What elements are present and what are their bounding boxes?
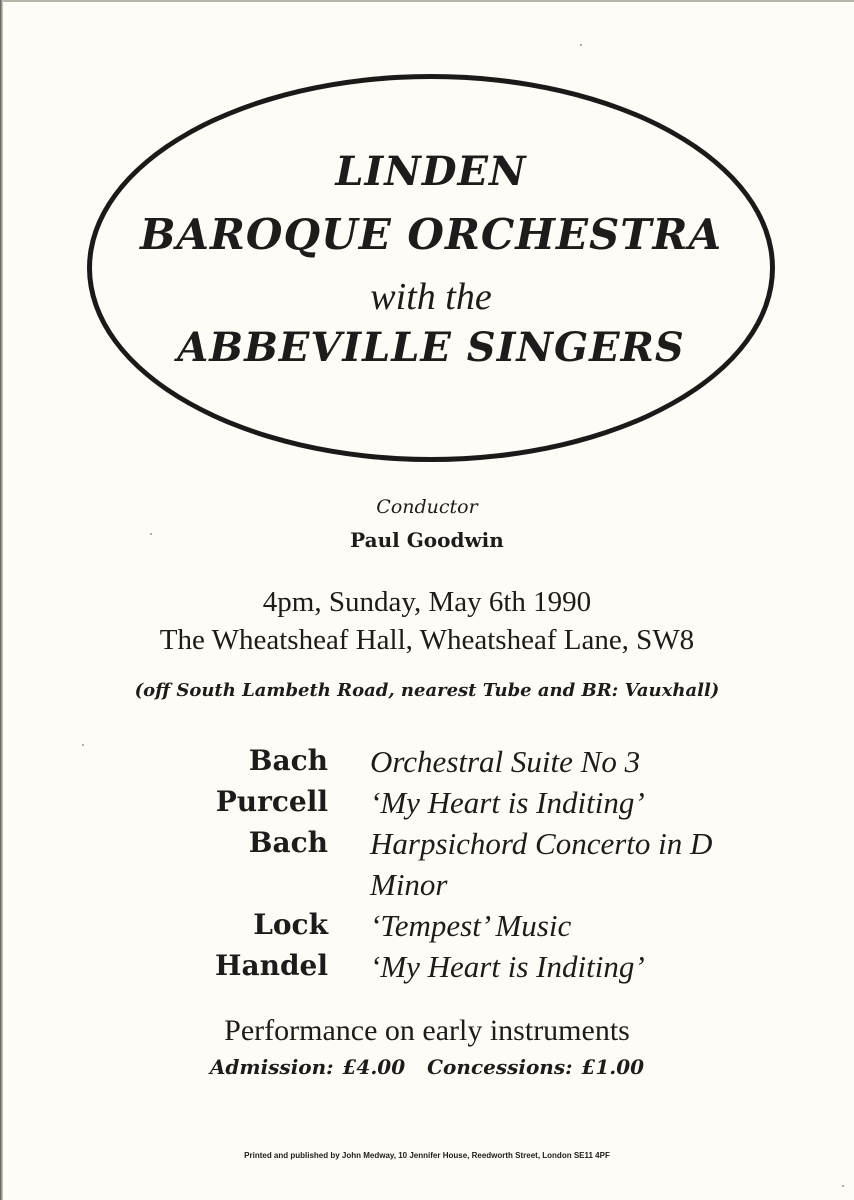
event-directions: (off South Lambeth Road, nearest Tube and BR: Vauxhall) xyxy=(134,680,720,701)
work-title: ‘My Heart is Inditing’ xyxy=(370,949,645,984)
work-title: ‘My Heart is Inditing’ xyxy=(370,785,645,820)
composer-name: Bach xyxy=(248,744,328,777)
title-line-1: LINDEN xyxy=(335,148,527,195)
admission-prices xyxy=(0,1055,854,1079)
programme-item xyxy=(0,908,854,949)
event-time: 4pm, Sunday, May 6th 1990 xyxy=(262,586,592,618)
title-line-2: BAROQUE ORCHESTRA xyxy=(139,210,723,259)
event-venue: The Wheatsheaf Hall, Wheatsheaf Lane, SW8 xyxy=(159,624,695,656)
performance-note: Performance on early instruments xyxy=(224,1014,630,1047)
work-title: ‘Tempest’ Music xyxy=(370,908,572,943)
composer-name: Lock xyxy=(253,908,328,941)
conductor-name: Paul Goodwin xyxy=(350,528,504,552)
printer-imprint: Printed and published by John Medway, 10 Jennifer House, Reedworth Street, London SE11 4PF xyxy=(244,1151,610,1160)
work-title: Harpsichord Concerto in D Minor xyxy=(370,826,713,902)
programme-list xyxy=(0,744,854,990)
page-top-edge xyxy=(0,0,854,2)
paper-speck xyxy=(842,1185,844,1187)
composer-name: Handel xyxy=(215,949,328,982)
admission-price: Admission: £4.00 xyxy=(209,1055,406,1079)
concessions-price: Concessions: £1.00 xyxy=(427,1055,645,1079)
title-line-3: with the xyxy=(370,276,492,318)
programme-item xyxy=(0,949,854,990)
paper-speck xyxy=(580,44,582,46)
programme-item xyxy=(0,744,854,785)
title-line-4: ABBEVILLE SINGERS xyxy=(177,324,685,371)
work-title: Orchestral Suite No 3 xyxy=(370,744,641,779)
title-oval-border xyxy=(87,74,775,462)
conductor-role: Conductor xyxy=(376,496,478,518)
programme-item xyxy=(0,785,854,826)
composer-name: Bach xyxy=(248,826,328,859)
composer-name: Purcell xyxy=(215,785,328,818)
programme-item xyxy=(0,826,854,908)
